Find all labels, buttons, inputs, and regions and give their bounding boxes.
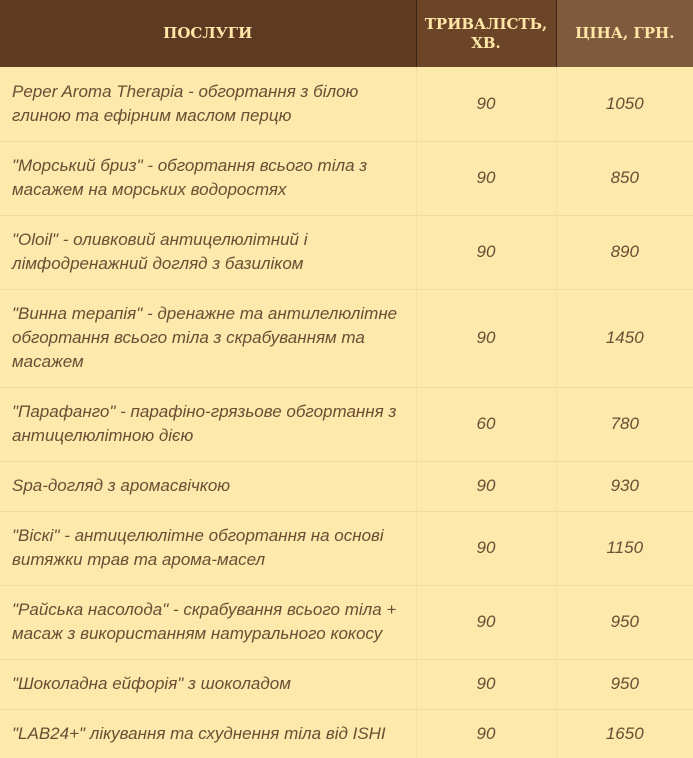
price-cell: 1450 xyxy=(556,289,693,387)
table-row xyxy=(0,387,693,461)
price-cell: 950 xyxy=(556,659,693,709)
table-row xyxy=(0,141,693,215)
price-cell: 780 xyxy=(556,387,693,461)
table-row xyxy=(0,585,693,659)
service-cell: "Oloil" - оливковий антицелюлітний і лімфодренажний догляд з базиліком xyxy=(0,215,416,289)
duration-cell: 90 xyxy=(416,141,556,215)
price-cell: 930 xyxy=(556,461,693,511)
price-cell: 1150 xyxy=(556,511,693,585)
service-cell: "Шоколадна ейфорія" з шоколадом xyxy=(0,659,416,709)
header-row xyxy=(0,0,693,67)
service-cell: "Віскі" - антицелюлітне обгортання на основі витяжки трав та арома-масел xyxy=(0,511,416,585)
table-row xyxy=(0,511,693,585)
table-row xyxy=(0,67,693,141)
price-cell: 1650 xyxy=(556,709,693,758)
service-cell: "Парафанго" - парафіно-грязьове обгортання з антицелюлітною дією xyxy=(0,387,416,461)
table-row xyxy=(0,461,693,511)
duration-cell: 90 xyxy=(416,585,556,659)
column-header-duration: ТРИВАЛІСТЬ, ХВ. xyxy=(416,0,556,67)
table-header xyxy=(0,0,693,67)
duration-cell: 90 xyxy=(416,659,556,709)
price-cell: 1050 xyxy=(556,67,693,141)
price-cell: 950 xyxy=(556,585,693,659)
table-row xyxy=(0,215,693,289)
table-row xyxy=(0,709,693,758)
service-cell: "Морський бриз" - обгортання всього тіла з масажем на морських водоростях xyxy=(0,141,416,215)
service-cell: Spa-догляд з аромасвічкою xyxy=(0,461,416,511)
duration-cell: 90 xyxy=(416,709,556,758)
column-header-service: ПОСЛУГИ xyxy=(0,0,416,67)
price-cell: 890 xyxy=(556,215,693,289)
service-cell: "Винна терапія" - дренажне та антилелюлітне обгортання всього тіла з скрабуванням та масажем xyxy=(0,289,416,387)
duration-cell: 60 xyxy=(416,387,556,461)
duration-cell: 90 xyxy=(416,215,556,289)
service-cell: "Райська насолода" - скрабування всього тіла + масаж з використанням натурального кокосу xyxy=(0,585,416,659)
table-body xyxy=(0,67,693,758)
price-cell: 850 xyxy=(556,141,693,215)
column-header-price: ЦІНА, ГРН. xyxy=(556,0,693,67)
table-row xyxy=(0,289,693,387)
duration-cell: 90 xyxy=(416,289,556,387)
duration-cell: 90 xyxy=(416,461,556,511)
service-cell: "LAB24+" лікування та схуднення тіла від ISHI xyxy=(0,709,416,758)
duration-cell: 90 xyxy=(416,511,556,585)
service-cell: Peper Aroma Therapia - обгортання з білою глиною та ефірним маслом перцю xyxy=(0,67,416,141)
duration-cell: 90 xyxy=(416,67,556,141)
table-row xyxy=(0,659,693,709)
